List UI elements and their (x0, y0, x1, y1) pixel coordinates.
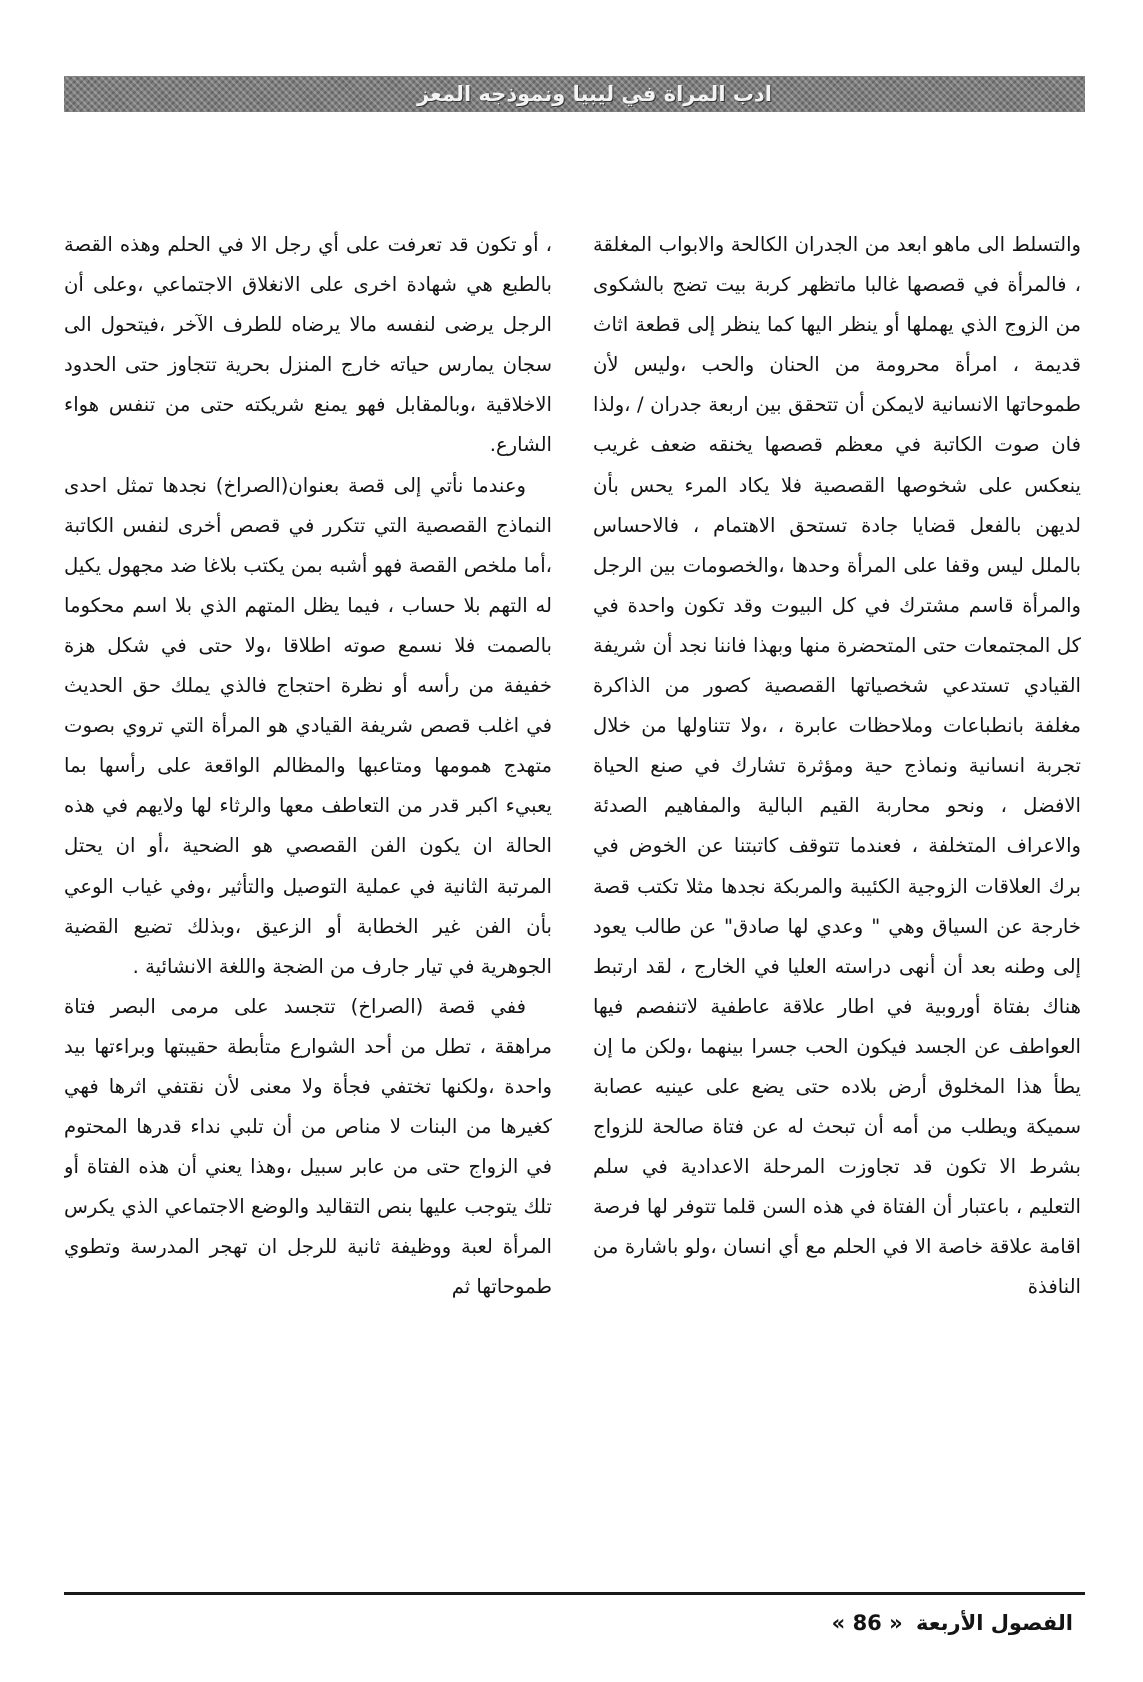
paragraph: ففي قصة (الصراخ) تتجسد على مرمى البصر فتاة مراهقة ، تطل من أحد الشوارع متأبطة حقيبتها وبراءتها بيد واحدة ،ولكنها تختفي فجأة ولا معنى لأن نقتفي اثرها فهي كغيرها من البنات لا مناص من أن تلبي نداء قدرها المحتوم في الزواج حتى من عابر سبيل ،وهذا يعني أن هذه الفتاة أو تلك يتوجب عليها بنص التقاليد والوضع الاجتماعي الذي يكرس المرأة لعبة ووظيفة ثانية للرجل ان تهجر المدرسة وتطوي طموحاتها ثم (64, 994, 552, 1299)
magazine-name: الفصول الأربعة (916, 1611, 1073, 1635)
footer-divider (64, 1592, 1085, 1595)
page-footer (832, 1611, 1073, 1635)
paragraph: وعندما نأتي إلى قصة بعنوان(الصراخ) نجدها تمثل احدى النماذج القصصية التي تتكرر في قصص أخرى لنفس الكاتبة ،أما ملخص القصة فهو أشبه بمن يكتب بلاغا ضد مجهول يكيل له التهم بلا حساب ، فيما يظل المتهم الذي بلا اسم محكوما بالصمت فلا نسمع صوته اطلاقا ،ولا حتى في شكل هزة خفيفة من رأسه أو نظرة احتجاج فالذي يملك حق الحديث في اغلب قصص شريفة القيادي هو المرأة التي تروي بصوت متهدج همومها ومتاعبها والمظالم الواقعة على رأسها بما يعبيء اكبر قدر من التعاطف معها والرثاء لها ولايهم في هذه الحالة ان يكون الفن القصصي هو الضحية ،أو ان يحتل المرتبة الثانية في عملية التوصيل والتأثير ،وفي غياب الوعي بأن الفن غير الخطابة أو الزعيق ،وبذلك تضيع القضية الجوهرية في تيار جارف من الضجة واللغة الانشائية . (64, 473, 552, 978)
text-column-right (593, 225, 1081, 1575)
running-header-band (64, 76, 1085, 112)
running-header-title: ادب المراة في ليبيا ونموذجه المعز (417, 82, 772, 106)
paragraph: ، أو تكون قد تعرفت على أي رجل الا في الحلم وهذه القصة بالطبع هي شهادة اخرى على الانغلاق الاجتماعي ،وعلى أن الرجل يرضى لنفسه مالا يرضاه للطرف الآخر ،فيتحول الى سجان يمارس حياته خارج المنزل بحرية تتجاوز حتى الحدود الاخلاقية ،وبالمقابل فهو يمنع شريكته حتى من تنفس هواء الشارع. (64, 233, 552, 457)
page-number: « 86 » (831, 1611, 903, 1635)
paragraph: والتسلط الى ماهو ابعد من الجدران الكالحة والابواب المغلقة ، فالمرأة في قصصها غالبا ماتظهر كربة بيت تضج بالشكوى من الزوج الذي يهملها أو ينظر اليها كما ينظر إلى قطعة اثاث قديمة ، امرأة محرومة من الحنان والحب ،وليس لأن طموحاتها الانسانية لايمكن أن تتحقق بين اربعة جدران / ،ولذا فان صوت الكاتبة في معظم قصصها يخنقه ضعف غريب ينعكس على شخوصها القصصية فلا يكاد المرء يحس بأن لديهن بالفعل قضايا جادة تستحق الاهتمام ، فالاحساس بالملل ليس وقفا على المرأة وحدها ،والخصومات بين الرجل والمرأة قاسم مشترك في كل البيوت وقد تكون واحدة في كل المجتمعات حتى المتحضرة منها وبهذا فاننا نجد أن شريفة القيادي تستدعي شخصياتها القصصية كصور من الذاكرة مغلفة بانطباعات وملاحظات عابرة ، ،ولا تتناولها من خلال تجربة انسانية ونماذج حية ومؤثرة تشارك في صنع الحياة الافضل ، ونحو محاربة القيم البالية والمفاهيم الصدئة والاعراف المتخلفة ، فعندما تتوقف كاتبتنا عن الخوض في برك العلاقات الزوجية الكئيبة والمربكة نجدها مثلا تكتب قصة خارجة عن السياق وهي " وعدي لها صادق" عن طالب يعود إلى وطنه بعد أن أنهى دراسته العليا في الخارج ، لقد ارتبط هناك بفتاة أوروبية في اطار علاقة عاطفية لاتنفصم فيها العواطف عن الجسد فيكون الحب جسرا بينهما ،ولكن ما إن يطأ هذا المخلوق أرض بلاده حتى يضع على عينيه عصابة سميكة ويطلب من أمه أن تبحث له عن فتاة صالحة للزواج بشرط الا تكون قد تجاوزت المرحلة الاعدادية في سلم التعليم ، باعتبار أن الفتاة في هذه السن قلما تتوفر لها فرصة اقامة علاقة خاصة الا في الحلم مع أي انسان ،ولو باشارة من النافذة (593, 233, 1081, 1299)
text-column-left (64, 225, 552, 1575)
